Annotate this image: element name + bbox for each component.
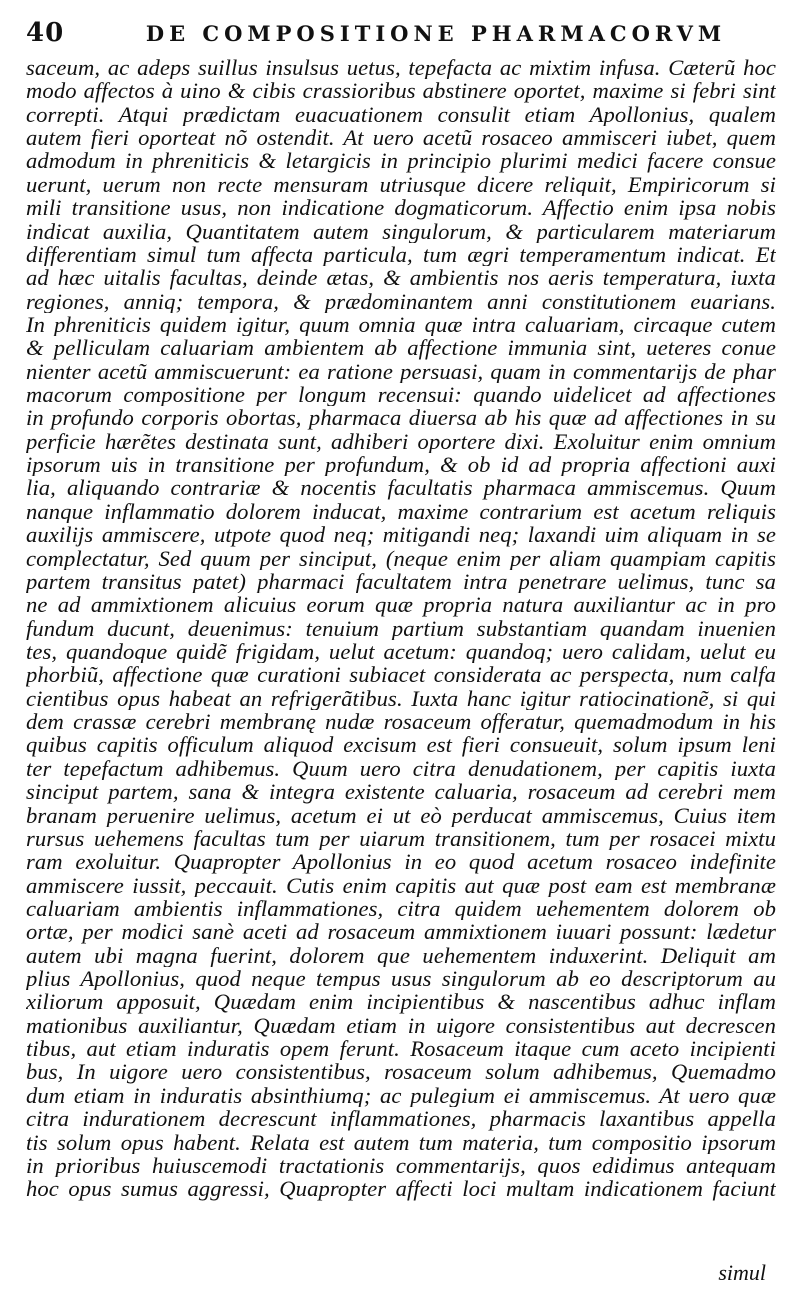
page-header — [26, 18, 776, 52]
text-line: ne ad ammixtionem alicuius eorum quæ propria natura auxiliantur ac in pro — [26, 593, 776, 617]
text-line: ad hæc uitalis facultas, deinde ætas, & ambientis nos aeris temperatura, iuxta — [26, 266, 776, 290]
text-line: & pelliculam caluariam ambientem ab affectione immunia sint, ueteres conue — [26, 336, 776, 360]
text-line: uerunt, uerum non recte mensuram utriusque dicere reliquit, Empiricorum si — [26, 172, 776, 197]
text-line: mili transitione usus, non indicatione dogmaticorum. Affectio enim ipsa nobis — [26, 196, 776, 220]
text-line: branam peruenire uelimus, acetum ei ut eò perducat ammiscemus, Cuius item — [26, 803, 776, 827]
text-line: ortæ, per modici sanè aceti ad rosaceum ammixtionem iuuari possunt: lædetur — [26, 920, 776, 944]
text-line: ter tepefactum adhibemus. Quum uero citra denudationem, per capitis iuxta — [26, 756, 776, 781]
text-line: indicat auxilia, Quantitatem autem singulorum, & particularem materiarum — [26, 219, 776, 243]
text-line: differentiam simul tum affecta particula, tum ægri temperamentum indicat. Et — [26, 242, 776, 267]
text-line: admodum in phreniticis & letargicis in principio plurimi medici facere consue — [26, 149, 776, 173]
text-line: in profundo corporis obortas, pharmaca diuersa ab his quæ ad affectiones in su — [26, 406, 776, 430]
text-line: dum etiam in induratis absinthiumq; ac pulegium ei ammiscemus. At uero quæ — [26, 1083, 776, 1108]
text-line: bus, In uigore uero consistentibus, rosaceum solum adhibemus, Quemadmo — [26, 1060, 776, 1084]
text-line: nienter acetũ ammiscuerunt: ea ratione persuasi, quam in commentarijs de phar — [26, 359, 776, 384]
text-line: macorum compositione per longum recensui: quando uidelicet ad affectiones — [26, 383, 776, 407]
text-line: ammiscere iussit, peccauit. Cutis enim capitis aut quæ post eam est membranæ — [26, 873, 776, 897]
text-line: quibus capitis officulum aliquod excisum est fieri consueuit, solum ipsum leni — [26, 733, 776, 757]
text-line: perficie hærẽtes destinata sunt, adhiberi oportere dixi. Exoluitur enim omnium — [26, 429, 776, 454]
text-line: citra indurationem decrescunt inflammationes, pharmacis laxantibus appella — [26, 1107, 776, 1131]
catchword: simul — [718, 1260, 766, 1285]
text-line: partem transitus patet) pharmaci facultatem intra penetrare uelimus, tunc sa — [26, 569, 776, 594]
text-line: xiliorum apposuit, Quædam enim incipientibus & nascentibus adhuc inflam — [26, 990, 776, 1014]
page-number: 40 — [26, 18, 65, 48]
text-line: dem crassæ cerebri membranę nudæ rosaceum offeratur, quemadmodum in his — [26, 710, 776, 734]
text-line: modo affectos à uino & cibis crassioribus abstinere oportet, maxime si febri sint — [26, 79, 776, 103]
text-line: tibus, aut etiam induratis opem ferunt. Rosaceum itaque cum aceto incipienti — [26, 1037, 776, 1061]
body-text — [26, 56, 776, 1201]
text-line: ipsorum uis in transitione per profundum, & ob id ad propria affectioni auxi — [26, 453, 776, 477]
text-line: fundum ducunt, deuenimus: tenuium partium substantiam quandam inuenien — [26, 616, 776, 640]
text-line: complectatur, Sed quum per sinciput, (neque enim per aliam quampiam capitis — [26, 546, 776, 570]
text-line: caluariam ambientis inflammationes, citra quidem uehementem dolorem ob — [26, 896, 776, 921]
text-line: correpti. Atqui prædictam euacuationem consulit etiam Apollonius, qualem — [26, 102, 776, 127]
text-line: regiones, anniq; tempora, & prædominantem anni constitutionem euarians. — [26, 289, 776, 313]
text-line: autem fieri oporteat nõ ostendit. At uero acetũ rosaceo ammisceri iubet, quem — [26, 126, 776, 150]
text-line: in prioribus huiuscemodi tractationis commentarijs, quos edidimus antequam — [26, 1153, 776, 1178]
text-line: phorbiũ, affectione quæ curationi subiacet considerata ac perspecta, num calfa — [26, 663, 776, 687]
text-line: cientibus opus habeat an refrigerãtibus. Iuxta hanc igitur ratiocinationẽ, si qui — [26, 686, 776, 711]
text-line: mationibus auxiliantur, Quædam etiam in uigore consistentibus aut decrescen — [26, 1013, 776, 1038]
text-line: nanque inflammatio dolorem inducat, maxime contrarium est acetum reliquis — [26, 499, 776, 524]
text-line: tis solum opus habent. Relata est autem tum materia, tum compositio ipsorum — [26, 1130, 776, 1154]
text-line: In phreniticis quidem igitur, quum omnia quæ intra caluariam, circaque cutem — [26, 312, 776, 337]
text-line: plius Apollonius, quod neque tempus usus singulorum ab eo descriptorum au — [26, 967, 776, 991]
text-line: rursus uehemens facultas tum per uiarum transitionem, tum per rosacei mixtu — [26, 826, 776, 851]
text-line: auxilijs ammiscere, utpote quod neq; mitigandi neq; laxandi uim aliquam in se — [26, 523, 776, 547]
text-line: hoc opus sumus aggressi, Quapropter affecti loci multam indicationem faciunt — [26, 1177, 776, 1201]
running-title: DE COMPOSITIONE PHARMACORVM — [145, 21, 727, 46]
text-line: tes, quandoque quidẽ frigidam, uelut acetum: quandoq; uero calidam, uelut eu — [26, 639, 776, 664]
text-line: saceum, ac adeps suillus insulsus uetus, tepefacta ac mixtim infusa. Cæterũ hoc — [26, 56, 776, 80]
text-line: autem ubi magna fuerint, dolorem que uehementem induxerint. Deliquit am — [26, 943, 776, 968]
text-line: ram exoluitur. Quapropter Apollonius in eo quod acetum rosaceo indefinite — [26, 850, 776, 874]
text-line: lia, aliquando contrariæ & nocentis facultatis pharmaca ammiscemus. Quum — [26, 476, 776, 500]
text-line: sinciput partem, sana & integra existente caluaria, rosaceum ad cerebri mem — [26, 780, 776, 804]
